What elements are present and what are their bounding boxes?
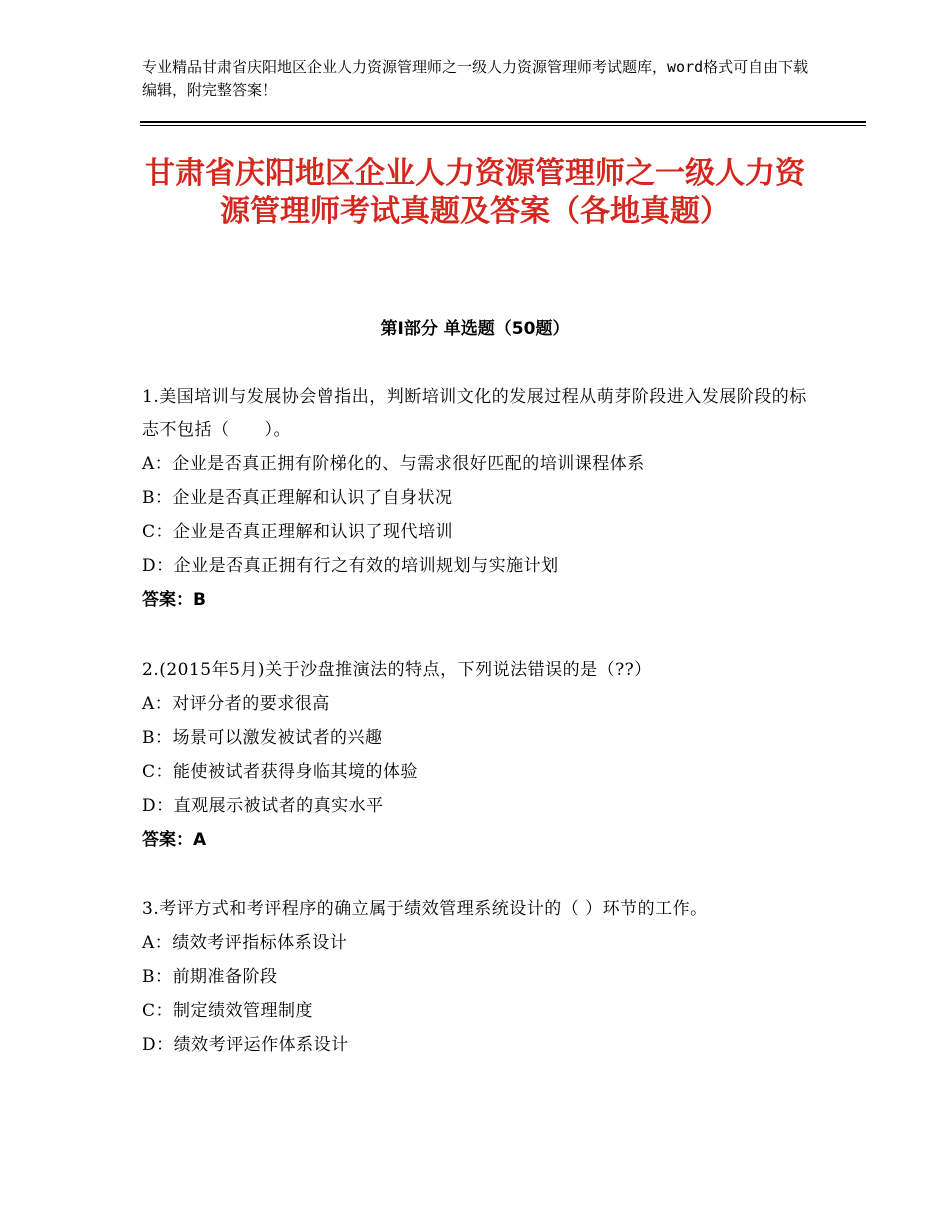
question-2 — [142, 654, 812, 857]
question-stem: 2.(2015年5月)关于沙盘推演法的特点，下列说法错误的是（??） — [142, 660, 652, 680]
answer: 答案：A — [142, 830, 207, 850]
option-a: A：企业是否真正拥有阶梯化的、与需求很好匹配的培训课程体系 — [142, 454, 645, 474]
answer: 答案：B — [142, 590, 206, 610]
question-3 — [142, 893, 812, 1062]
option-b: B：场景可以激发被试者的兴趣 — [142, 728, 383, 748]
option-d: D：企业是否真正拥有行之有效的培训规划与实施计划 — [142, 556, 559, 576]
option-a: A：对评分者的要求很高 — [142, 694, 330, 714]
option-d: D：直观展示被试者的真实水平 — [142, 796, 384, 816]
header-note: 专业精品甘肃省庆阳地区企业人力资源管理师之一级人力资源管理师考试题库，word格式可自由下载编辑，附完整答案！ — [142, 58, 809, 99]
question-1 — [142, 381, 812, 617]
option-b: B：企业是否真正理解和认识了自身状况 — [142, 488, 453, 508]
option-b: B：前期准备阶段 — [142, 967, 278, 987]
question-stem: 1.美国培训与发展协会曾指出，判断培训文化的发展过程从萌芽阶段进入发展阶段的标志不包括（ ）。 — [142, 387, 807, 440]
section-heading: 第Ⅰ部分 单选题（50题） — [380, 319, 570, 339]
option-c: C：制定绩效管理制度 — [142, 1001, 314, 1021]
option-c: C：企业是否真正理解和认识了现代培训 — [142, 522, 454, 542]
option-d: D：绩效考评运作体系设计 — [142, 1035, 349, 1055]
document-title: 甘肃省庆阳地区企业人力资源管理师之一级人力资源管理师考试真题及答案（各地真题） — [145, 156, 805, 229]
option-a: A：绩效考评指标体系设计 — [142, 933, 348, 953]
header-rule-thin — [140, 125, 866, 126]
question-stem: 3.考评方式和考评程序的确立属于绩效管理系统设计的（ ）环节的工作。 — [142, 899, 708, 919]
option-c: C：能使被试者获得身临其境的体验 — [142, 762, 419, 782]
header-rule-thick — [140, 121, 866, 123]
